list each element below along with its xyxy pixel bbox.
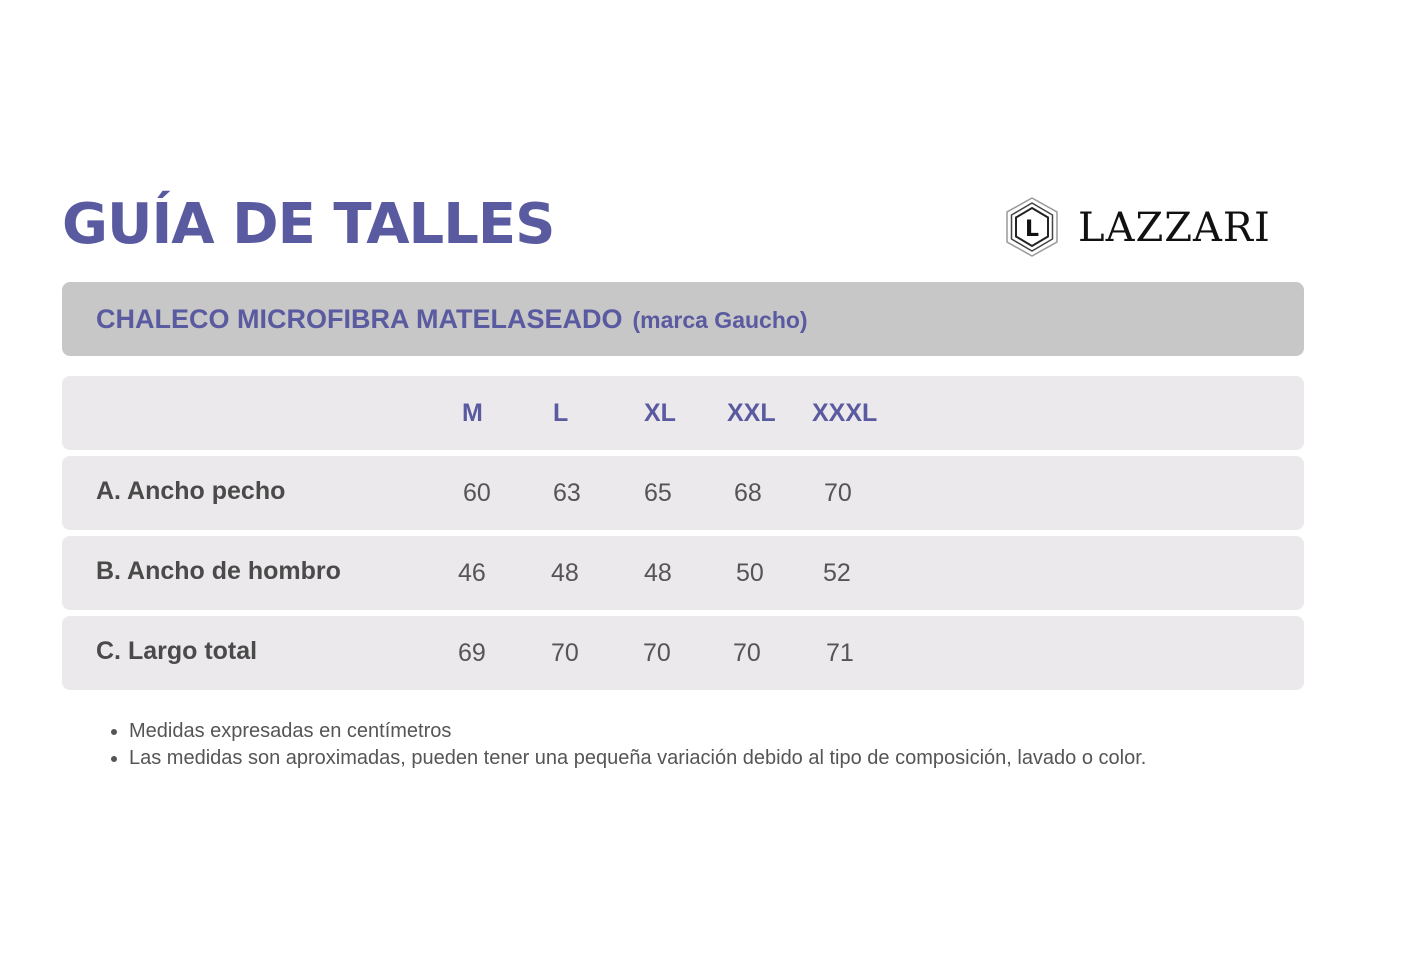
measure-value: 60 [463,479,491,507]
hexagon-logo-icon [1004,196,1060,258]
notes-list [108,718,1146,772]
size-header: M [462,399,483,427]
table-row [62,616,1304,690]
measure-value: 46 [458,559,486,587]
measure-label: A. Ancho pecho [96,477,286,505]
note-item: • Las medidas son aproximadas, pueden tener una pequeña variación debido al tipo de composición, lavado o color. [129,745,1146,772]
product-banner [62,282,1304,356]
logo-text: LAZZARI [1078,205,1271,251]
note-item: • Medidas expresadas en centímetros [129,718,1146,745]
size-header: XXL [727,399,776,427]
product-brand: (marca Gaucho) [632,307,808,333]
measure-value: 48 [551,559,579,587]
measure-value: 48 [644,559,672,587]
measure-value: 70 [643,639,671,667]
size-header: XL [644,399,676,427]
measure-value: 70 [824,479,852,507]
logo-mark-letter: L [1024,217,1040,242]
measure-value: 68 [734,479,762,507]
measure-label: C. Largo total [96,637,258,665]
measure-value: 52 [823,559,851,587]
table-row [62,456,1304,530]
size-header: XXXL [812,399,878,427]
measure-value: 50 [736,559,764,587]
table-row [62,536,1304,610]
measure-value: 70 [733,639,761,667]
size-header: L [553,399,569,427]
measure-value: 65 [644,479,672,507]
product-name: CHALECO MICROFIBRA MATELASEADO [96,304,623,334]
page-title: GUÍA DE TALLES [62,192,555,257]
measure-value: 71 [826,639,854,667]
measure-value: 69 [458,639,486,667]
measure-value: 63 [553,479,581,507]
product-title [96,302,808,337]
measure-value: 70 [551,639,579,667]
size-header-row [62,376,1304,450]
measure-label: B. Ancho de hombro [96,557,341,585]
